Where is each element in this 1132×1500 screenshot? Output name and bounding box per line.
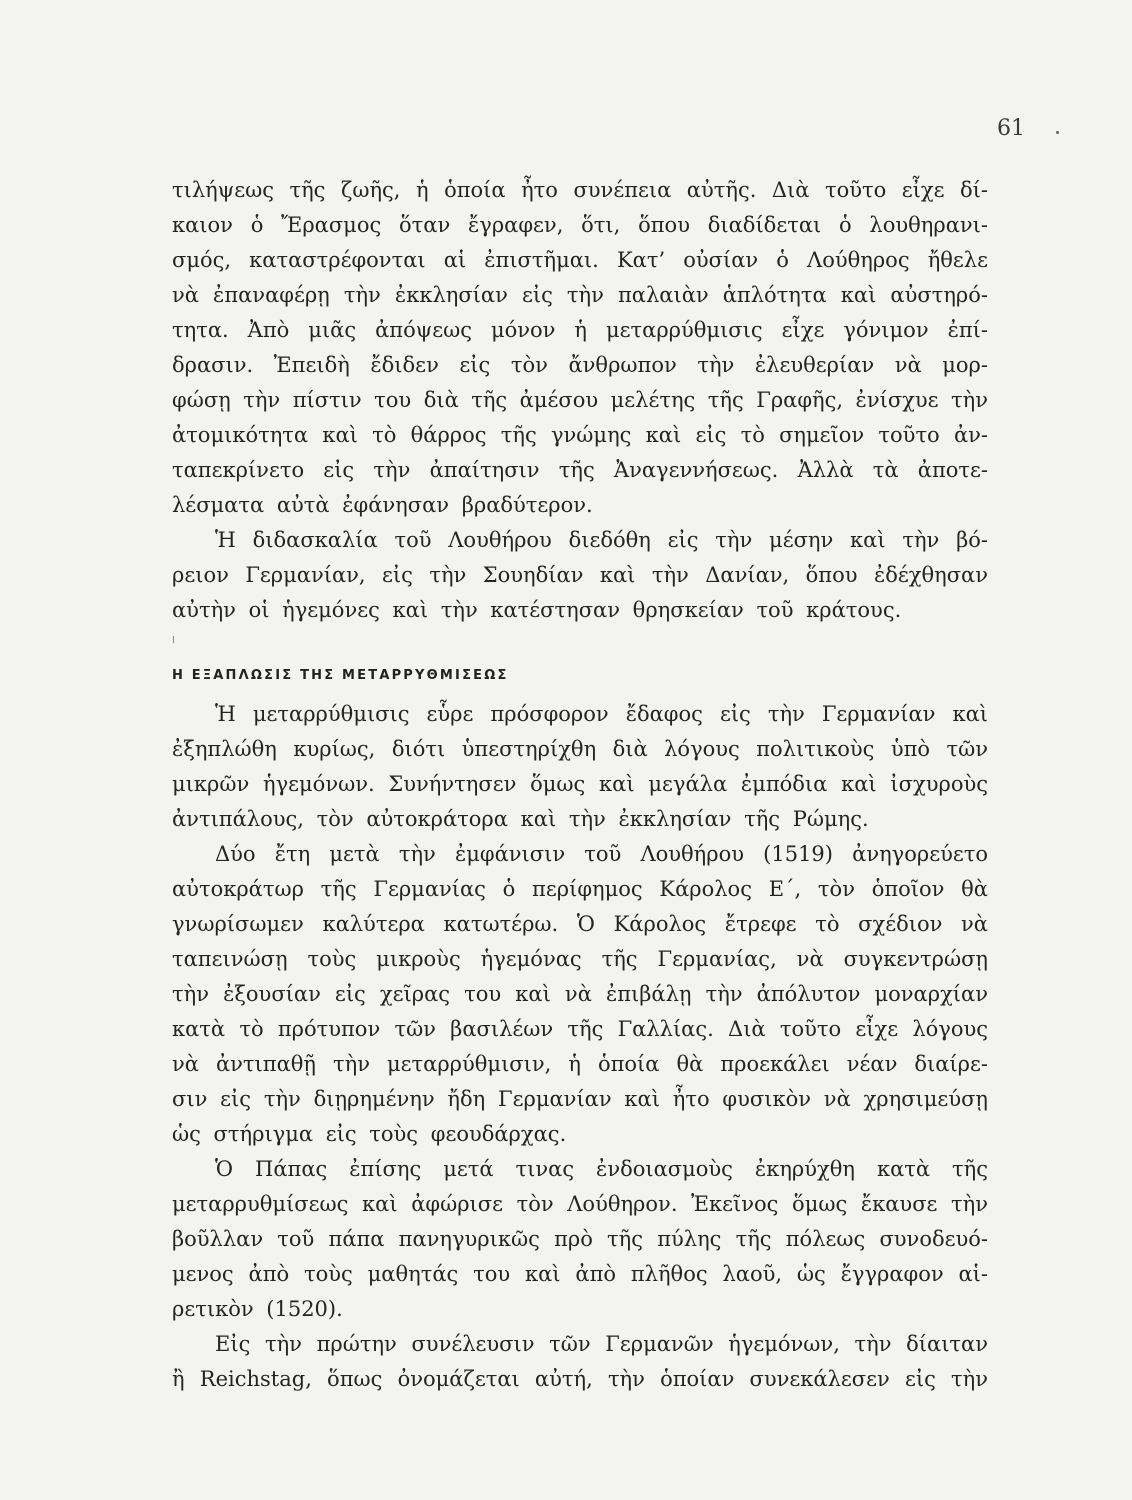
text-line: Ὁ Πάπας ἐπίσης μετά τινας ἐνδοιασμοὺς ἐκηρύχθη κατὰ τῆς	[215, 1157, 988, 1181]
text-line: βοῦλλαν τοῦ πάπα πανηγυρικῶς πρὸ τῆς πύλης τῆς πόλεως συνοδευό-	[172, 1227, 988, 1251]
text-line: τὴν ἐξουσίαν εἰς χεῖρας του καὶ νὰ ἐπιβάλῃ τὴν ἀπόλυτον μοναρχίαν	[172, 982, 988, 1006]
text-line: Δύο ἔτη μετὰ τὴν ἐμφάνισιν τοῦ Λουθήρου (1519) ἀνηγορεύετο	[215, 842, 988, 866]
text-line: Εἰς τὴν πρώτην συνέλευσιν τῶν Γερμανῶν ἡγεμόνων, τὴν δίαιταν	[215, 1332, 988, 1356]
text-line: σιν εἰς τὴν διῃρημένην ἤδη Γερμανίαν καὶ ἦτο φυσικὸν νὰ χρησιμεύσῃ	[172, 1087, 988, 1111]
text-line: Ἡ μεταρρύθμισις εὗρε πρόσφορον ἔδαφος εἰς τὴν Γερμανίαν καὶ	[215, 702, 988, 726]
text-line: μενος ἀπὸ τοὺς μαθητάς του καὶ ἀπὸ πλῆθος λαοῦ, ὡς ἔγγραφον αἱ-	[172, 1262, 988, 1286]
text-line: σμός, καταστρέφονται αἱ ἐπιστῆμαι. Κατ’ οὐσίαν ὁ Λούθηρος ἤθελε	[172, 248, 988, 272]
scan-speck	[1056, 131, 1059, 134]
text-line: ρετικὸν (1520).	[172, 1297, 343, 1321]
text-line: μικρῶν ἡγεμόνων. Συνήντησεν ὅμως καὶ μεγάλα ἐμπόδια καὶ ἰσχυροὺς	[172, 772, 988, 796]
text-line: ἀτομικότητα καὶ τὸ θάρρος τῆς γνώμης καὶ εἰς τὸ σημεῖον τοῦτο ἀν-	[172, 423, 988, 447]
page-number: 61	[997, 116, 1025, 141]
section-heading: Η ΕΞΑΠΛΩΣΙΣ ΤΗΣ ΜΕΤΑΡΡΥΘΜΙΣΕΩΣ	[172, 668, 509, 683]
text-line: ἢ Reichstag, ὅπως ὀνομάζεται αὐτή, τὴν ὁποίαν συνεκάλεσεν εἰς τὴν	[172, 1367, 988, 1391]
paragraph	[172, 837, 988, 1152]
text-line: αὐτοκράτωρ τῆς Γερμανίας ὁ περίφημος Κάρολος Ε΄, τὸν ὁποῖον θὰ	[172, 877, 988, 901]
text-line: ταπεινώσῃ τοὺς μικροὺς ἡγεμόνας τῆς Γερμανίας, νὰ συγκεντρώσῃ	[172, 947, 988, 971]
text-line: ἐξηπλώθη κυρίως, διότι ὑπεστηρίχθη διὰ λόγους πολιτικοὺς ὑπὸ τῶν	[172, 737, 988, 761]
text-line: Ἡ διδασκαλία τοῦ Λουθήρου διεδόθη εἰς τὴν μέσην καὶ τὴν βό-	[215, 528, 988, 552]
text-line: ταπεκρίνετο εἰς τὴν ἀπαίτησιν τῆς Ἀναγεννήσεως. Ἀλλὰ τὰ ἀποτε-	[172, 458, 988, 482]
text-line: δρασιν. Ἐπειδὴ ἔδιδεν εἰς τὸν ἄνθρωπον τὴν ἐλευθερίαν νὰ μορ-	[172, 353, 988, 377]
text-line: νὰ ἀντιπαθῇ τὴν μεταρρύθμισιν, ἡ ὁποία θὰ προεκάλει νέαν διαίρε-	[172, 1052, 988, 1076]
text-line: φώσῃ τὴν πίστιν του διὰ τῆς ἀμέσου μελέτης τῆς Γραφῆς, ἐνίσχυε τὴν	[172, 388, 988, 412]
text-line: αὐτὴν οἱ ἡγεμόνες καὶ τὴν κατέστησαν θρησκείαν τοῦ κράτους.	[172, 598, 902, 622]
paragraph	[172, 523, 988, 628]
text-line: ρειον Γερμανίαν, εἰς τὴν Σουηδίαν καὶ τὴν Δανίαν, ὅπου ἐδέχθησαν	[172, 563, 988, 587]
text-line: μεταρρυθμίσεως καὶ ἀφώρισε τὸν Λούθηρον. Ἐκεῖνος ὅμως ἔκαυσε τὴν	[172, 1192, 988, 1216]
scan-speck	[173, 636, 174, 643]
text-block-lower	[172, 697, 988, 1397]
text-line: γνωρίσωμεν καλύτερα κατωτέρω. Ὁ Κάρολος ἔτρεφε τὸ σχέδιον νὰ	[172, 912, 988, 936]
text-line: τιλήψεως τῆς ζωῆς, ἡ ὁποία ἦτο συνέπεια αὐτῆς. Διὰ τοῦτο εἶχε δί-	[172, 178, 988, 202]
text-line: νὰ ἐπαναφέρῃ τὴν ἐκκλησίαν εἰς τὴν παλαιὰν ἁπλότητα καὶ αὐστηρό-	[172, 283, 988, 307]
text-line: λέσματα αὐτὰ ἐφάνησαν βραδύτερον.	[172, 493, 593, 517]
paragraph	[172, 697, 988, 837]
text-line: καιον ὁ Ἔρασμος ὅταν ἔγραφεν, ὅτι, ὅπου διαδίδεται ὁ λουθηρανι-	[172, 213, 988, 237]
paragraph	[172, 1152, 988, 1327]
text-line: κατὰ τὸ πρότυπον τῶν βασιλέων τῆς Γαλλίας. Διὰ τοῦτο εἶχε λόγους	[172, 1017, 988, 1041]
text-block-upper	[172, 173, 988, 628]
text-line: τητα. Ἀπὸ μιᾶς ἀπόψεως μόνον ἡ μεταρρύθμισις εἶχε γόνιμον ἐπί-	[172, 318, 988, 342]
text-line: ὡς στήριγμα εἰς τοὺς φεουδάρχας.	[172, 1122, 567, 1146]
paragraph	[172, 1327, 988, 1397]
paragraph	[172, 173, 988, 523]
text-line: ἀντιπάλους, τὸν αὐτοκράτορα καὶ τὴν ἐκκλησίαν τῆς Ρώμης.	[172, 807, 869, 831]
